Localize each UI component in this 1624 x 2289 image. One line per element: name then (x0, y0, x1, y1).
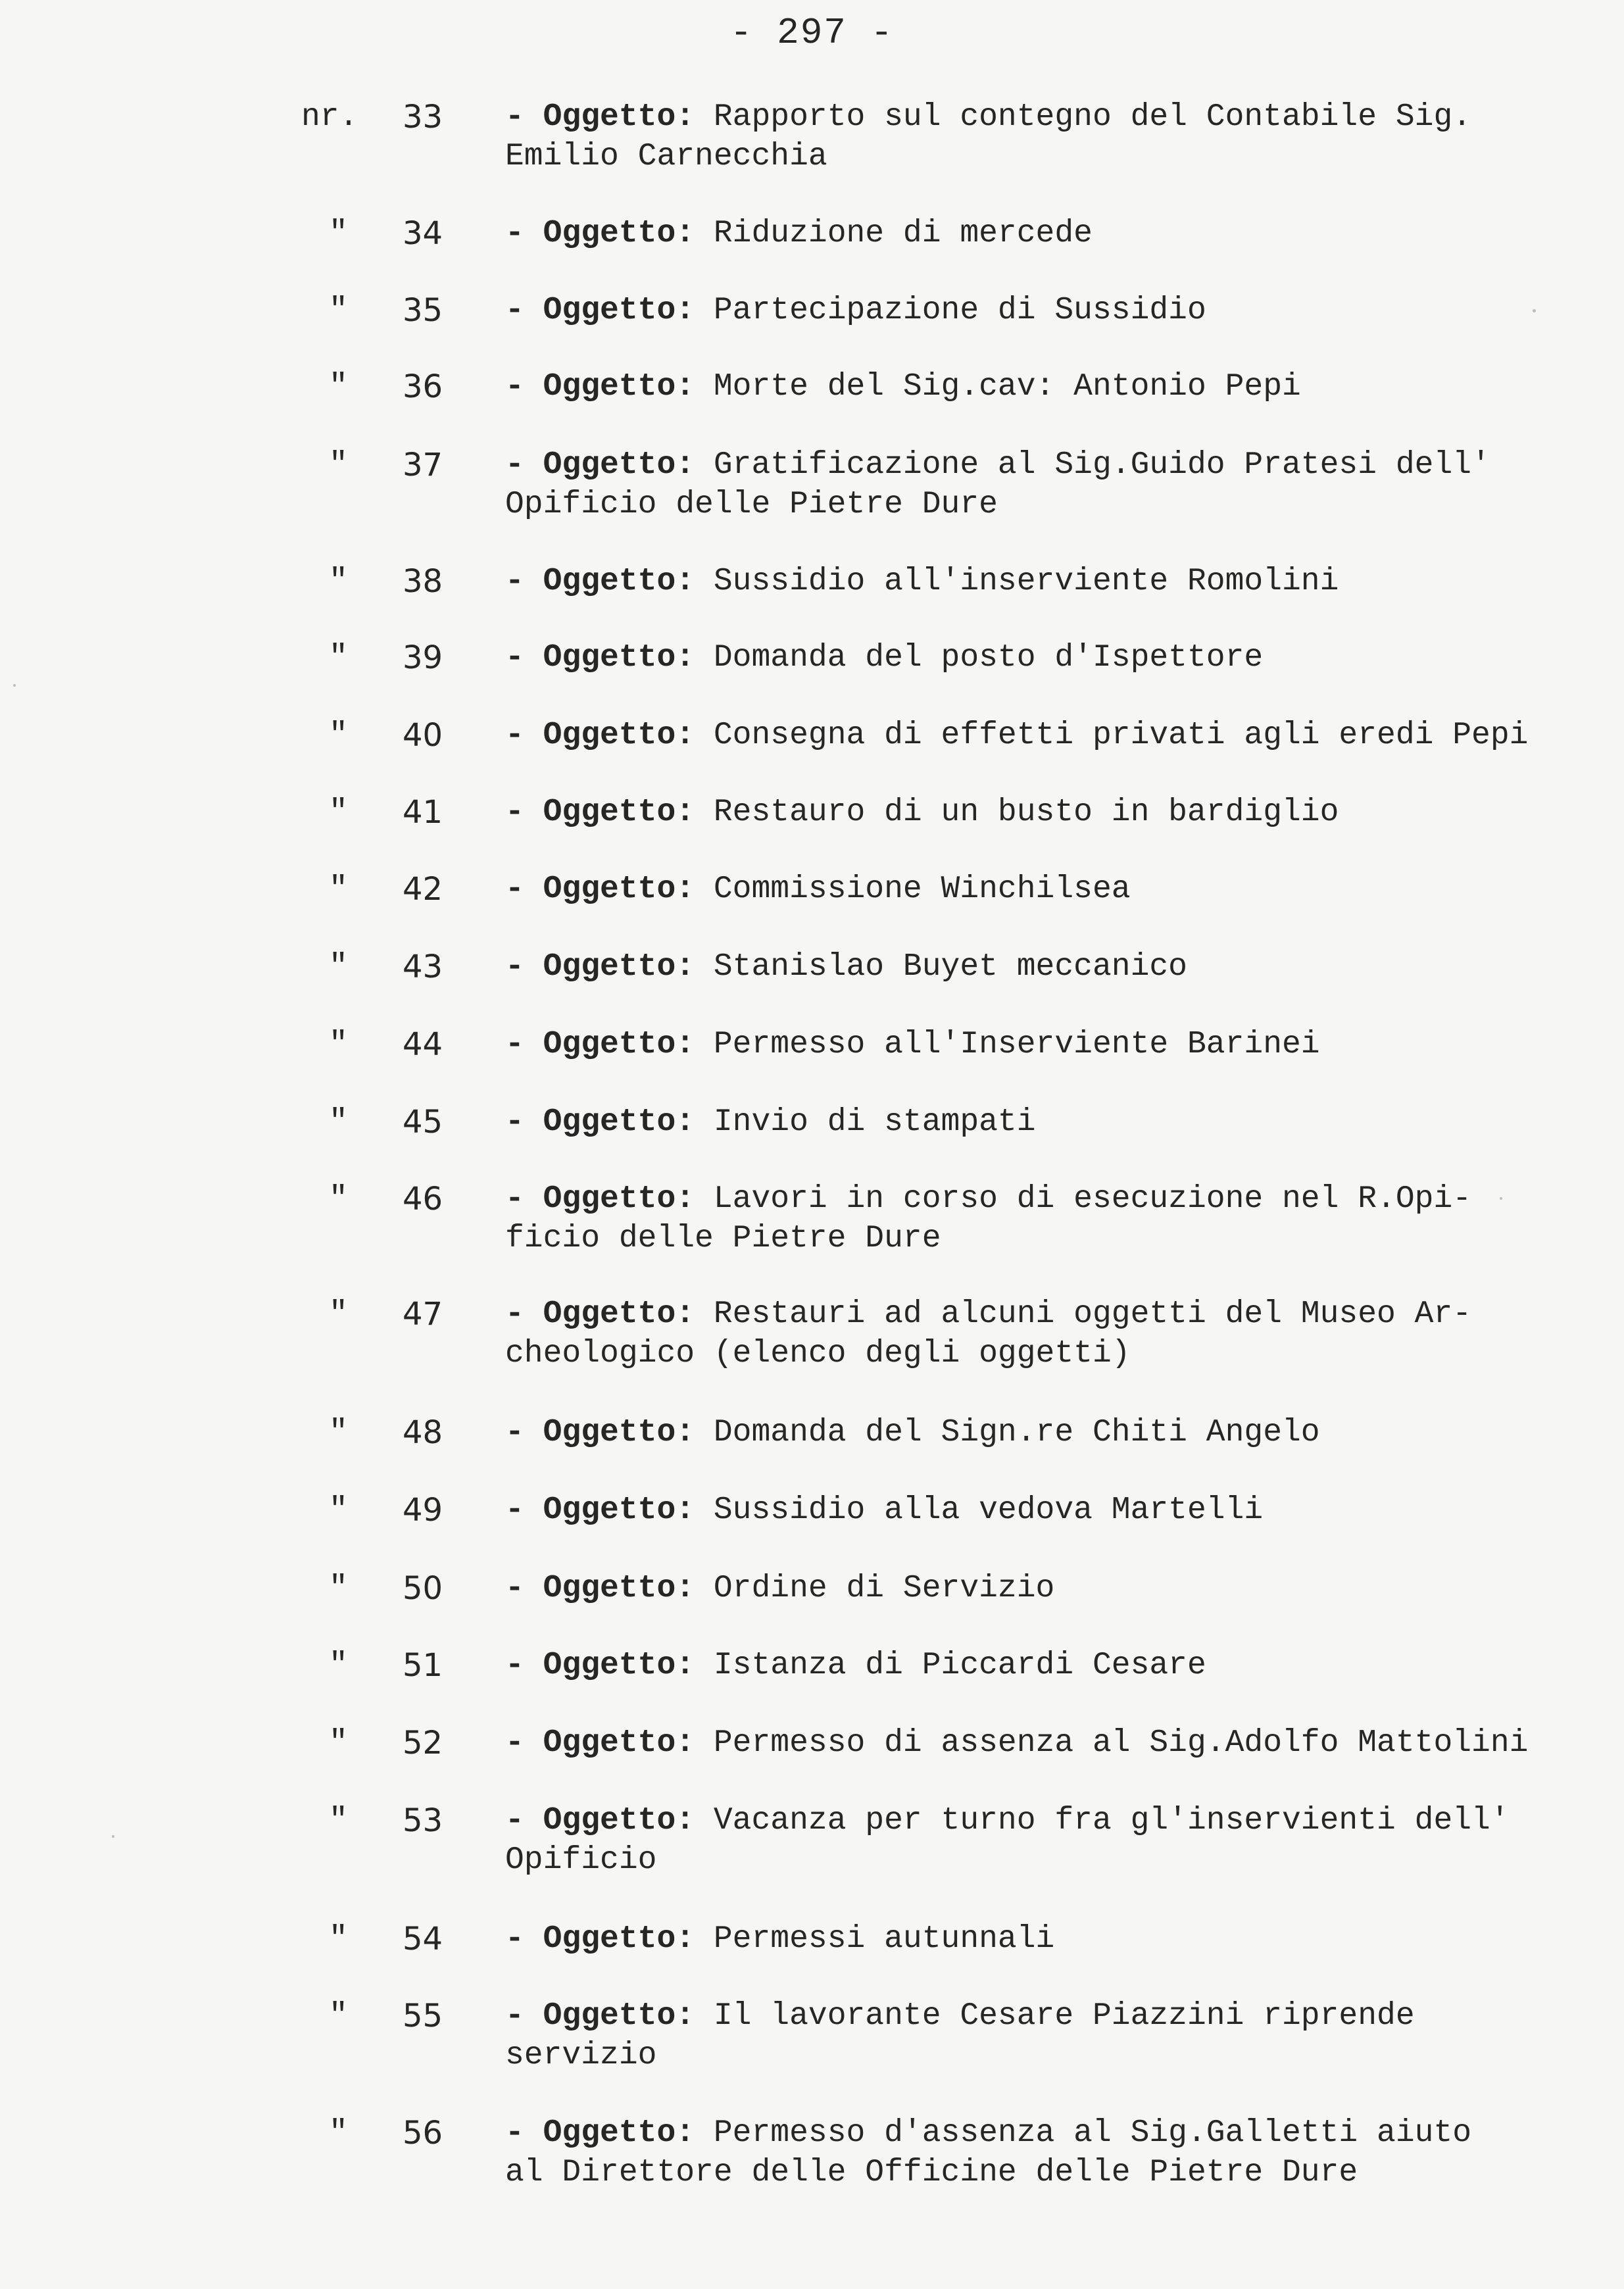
subject-continuation: Emilio Carnecchia (505, 139, 827, 174)
subject-text: Permessi autunnali (713, 1921, 1055, 1957)
entry-number: 44 (403, 1026, 443, 1063)
entry-body (505, 716, 1584, 755)
entry-body (505, 638, 1584, 677)
subject-label: - Oggetto: (505, 1104, 695, 1140)
entry-body (505, 1102, 1584, 1142)
entry-first-line (505, 291, 1584, 330)
entry-first-line (505, 1490, 1584, 1530)
subject-label: - Oggetto: (505, 1648, 695, 1683)
entry-prefix: " (329, 1027, 348, 1062)
entry-prefix: " (329, 949, 348, 985)
subject-text: Invio di stampati (713, 1104, 1036, 1140)
entry-number: 49 (403, 1492, 443, 1529)
entry-body (505, 291, 1584, 330)
subject-text: Permesso di assenza al Sig.Adolfo Mattolini (713, 1725, 1529, 1761)
entry-first-line (505, 716, 1584, 755)
entry-number: 55 (403, 1998, 443, 2034)
entry-body (505, 1646, 1584, 1685)
entry-body (505, 793, 1584, 832)
subject-label: - Oggetto: (505, 718, 695, 753)
entry-prefix: nr. (301, 99, 358, 135)
entry-body (505, 367, 1584, 406)
subject-text: Partecipazione di Sussidio (713, 293, 1206, 328)
entry-prefix: " (329, 640, 348, 676)
entry-number: 33 (403, 99, 443, 135)
entry-first-line (505, 1801, 1584, 1840)
entry-number: 48 (403, 1414, 443, 1451)
entry-number: 41 (403, 794, 443, 831)
subject-label: - Oggetto: (505, 640, 695, 676)
entry-body (505, 947, 1584, 987)
entry-body (505, 1801, 1584, 1880)
subject-label: - Oggetto: (505, 1571, 695, 1606)
entry-first-line (505, 1569, 1584, 1608)
subject-continuation: Opificio (505, 1842, 657, 1878)
entry-prefix: " (329, 1998, 348, 2034)
subject-text: Stanislao Buyet meccanico (713, 949, 1187, 985)
entry-first-line (505, 445, 1584, 485)
subject-label: - Oggetto: (505, 1027, 695, 1062)
entry-body (505, 1179, 1584, 1258)
subject-continuation: ficio delle Pietre Dure (505, 1221, 941, 1256)
entry-prefix: " (329, 1648, 348, 1683)
page-number: - 297 - (729, 12, 895, 54)
entry-first-line (505, 97, 1584, 137)
entry-prefix: " (329, 1296, 348, 1332)
subject-label: - Oggetto: (505, 1921, 695, 1957)
entry-number: 42 (403, 871, 443, 908)
entry-number: 52 (403, 1725, 443, 1761)
entry-prefix: " (329, 1571, 348, 1606)
subject-text: Consegna di effetti privati agli eredi Pepi (713, 718, 1529, 753)
subject-text: Domanda del posto d'Ispettore (713, 640, 1264, 676)
entry-body (505, 1569, 1584, 1608)
subject-text: Istanza di Piccardi Cesare (713, 1648, 1206, 1683)
entry-first-line (505, 1919, 1584, 1959)
subject-continuation: Opificio delle Pietre Dure (505, 487, 998, 522)
subject-label: - Oggetto: (505, 949, 695, 985)
entry-body (505, 1413, 1584, 1452)
entry-prefix: " (329, 369, 348, 405)
entry-number: 35 (403, 292, 443, 329)
entry-number: 38 (403, 563, 443, 600)
entry-number: 53 (403, 1802, 443, 1839)
entry-number: 51 (403, 1647, 443, 1684)
subject-text: Sussidio all'inserviente Romolini (713, 564, 1339, 599)
entry-prefix: " (329, 1803, 348, 1838)
entry-number: 37 (403, 447, 443, 483)
subject-continuation: servizio (505, 2038, 657, 2073)
scan-speck (13, 684, 16, 687)
scan-speck (1500, 1197, 1502, 1200)
entry-first-line (505, 1723, 1584, 1763)
subject-text: Permesso all'Inserviente Barinei (713, 1027, 1320, 1062)
subject-label: - Oggetto: (505, 1725, 695, 1761)
entry-first-line (505, 793, 1584, 832)
entry-body (505, 870, 1584, 909)
entry-prefix: " (329, 1725, 348, 1761)
entry-body (505, 214, 1584, 253)
entry-number: 34 (403, 215, 443, 252)
subject-continuation: al Direttore delle Officine delle Pietre Dure (505, 2155, 1358, 2190)
subject-text: Commissione Winchilsea (713, 872, 1131, 907)
scan-speck (1533, 309, 1536, 312)
entry-number: 39 (403, 639, 443, 676)
entry-prefix: " (329, 447, 348, 483)
entry-number: 45 (403, 1104, 443, 1141)
entry-first-line (505, 1996, 1584, 2036)
entry-prefix: " (329, 1921, 348, 1957)
entry-prefix: " (329, 1181, 348, 1217)
entry-first-line (505, 2113, 1584, 2153)
entry-body (505, 1996, 1584, 2075)
entry-number: 56 (403, 2115, 443, 2152)
entry-first-line (505, 1294, 1584, 1334)
entry-body (505, 1490, 1584, 1530)
entry-first-line (505, 870, 1584, 909)
entry-body (505, 1025, 1584, 1064)
entry-body (505, 1294, 1584, 1373)
subject-text: Il lavorante Cesare Piazzini riprende (713, 1998, 1415, 2034)
entry-body (505, 97, 1584, 176)
entry-number: 43 (403, 948, 443, 985)
entry-first-line (505, 947, 1584, 987)
entry-prefix: " (329, 872, 348, 907)
subject-label: - Oggetto: (505, 216, 695, 251)
subject-continuation: cheologico (elenco degli oggetti) (505, 1336, 1131, 1371)
entry-number: 40 (403, 717, 443, 754)
subject-text: Riduzione di mercede (713, 216, 1093, 251)
subject-text: Sussidio alla vedova Martelli (713, 1492, 1264, 1528)
subject-text: Lavori in corso di esecuzione nel R.Opi- (713, 1181, 1472, 1217)
entry-body (505, 445, 1584, 524)
subject-label: - Oggetto: (505, 369, 695, 405)
entry-first-line (505, 1102, 1584, 1142)
entry-number: 46 (403, 1181, 443, 1218)
entry-prefix: " (329, 718, 348, 753)
subject-label: - Oggetto: (505, 1803, 695, 1838)
entry-prefix: " (329, 2115, 348, 2151)
subject-label: - Oggetto: (505, 1492, 695, 1528)
entry-body (505, 562, 1584, 601)
subject-label: - Oggetto: (505, 1998, 695, 2034)
entry-number: 54 (403, 1921, 443, 1957)
subject-label: - Oggetto: (505, 447, 695, 483)
subject-text: Domanda del Sign.re Chiti Angelo (713, 1415, 1320, 1450)
subject-text: Rapporto sul contegno del Contabile Sig. (713, 99, 1472, 135)
entry-prefix: " (329, 795, 348, 830)
subject-text: Permesso d'assenza al Sig.Galletti aiuto (713, 2115, 1472, 2151)
entry-prefix: " (329, 293, 348, 328)
entry-first-line (505, 1646, 1584, 1685)
entry-prefix: " (329, 1415, 348, 1450)
entry-prefix: " (329, 1492, 348, 1528)
subject-label: - Oggetto: (505, 293, 695, 328)
subject-text: Gratificazione al Sig.Guido Pratesi dell' (713, 447, 1490, 483)
entry-body (505, 1723, 1584, 1763)
entry-body (505, 2113, 1584, 2192)
entry-number: 47 (403, 1296, 443, 1333)
subject-label: - Oggetto: (505, 99, 695, 135)
entry-first-line (505, 1179, 1584, 1219)
subject-label: - Oggetto: (505, 1296, 695, 1332)
entry-number: 50 (403, 1570, 443, 1607)
subject-text: Vacanza per turno fra gl'inservienti dell' (713, 1803, 1510, 1838)
entry-first-line (505, 367, 1584, 406)
entry-body (505, 1919, 1584, 1959)
entry-number: 36 (403, 368, 443, 405)
entry-first-line (505, 1025, 1584, 1064)
entry-first-line (505, 1413, 1584, 1452)
subject-text: Ordine di Servizio (713, 1571, 1055, 1606)
entry-prefix: " (329, 564, 348, 599)
entry-prefix: " (329, 1104, 348, 1140)
entry-first-line (505, 214, 1584, 253)
subject-label: - Oggetto: (505, 795, 695, 830)
subject-text: Restauro di un busto in bardiglio (713, 795, 1339, 830)
subject-label: - Oggetto: (505, 1415, 695, 1450)
subject-label: - Oggetto: (505, 2115, 695, 2151)
subject-label: - Oggetto: (505, 564, 695, 599)
entry-prefix: " (329, 216, 348, 251)
entry-first-line (505, 638, 1584, 677)
subject-text: Morte del Sig.cav: Antonio Pepi (713, 369, 1301, 405)
subject-text: Restauri ad alcuni oggetti del Museo Ar- (713, 1296, 1472, 1332)
scan-speck (112, 1835, 114, 1838)
entry-first-line (505, 562, 1584, 601)
subject-label: - Oggetto: (505, 1181, 695, 1217)
subject-label: - Oggetto: (505, 872, 695, 907)
